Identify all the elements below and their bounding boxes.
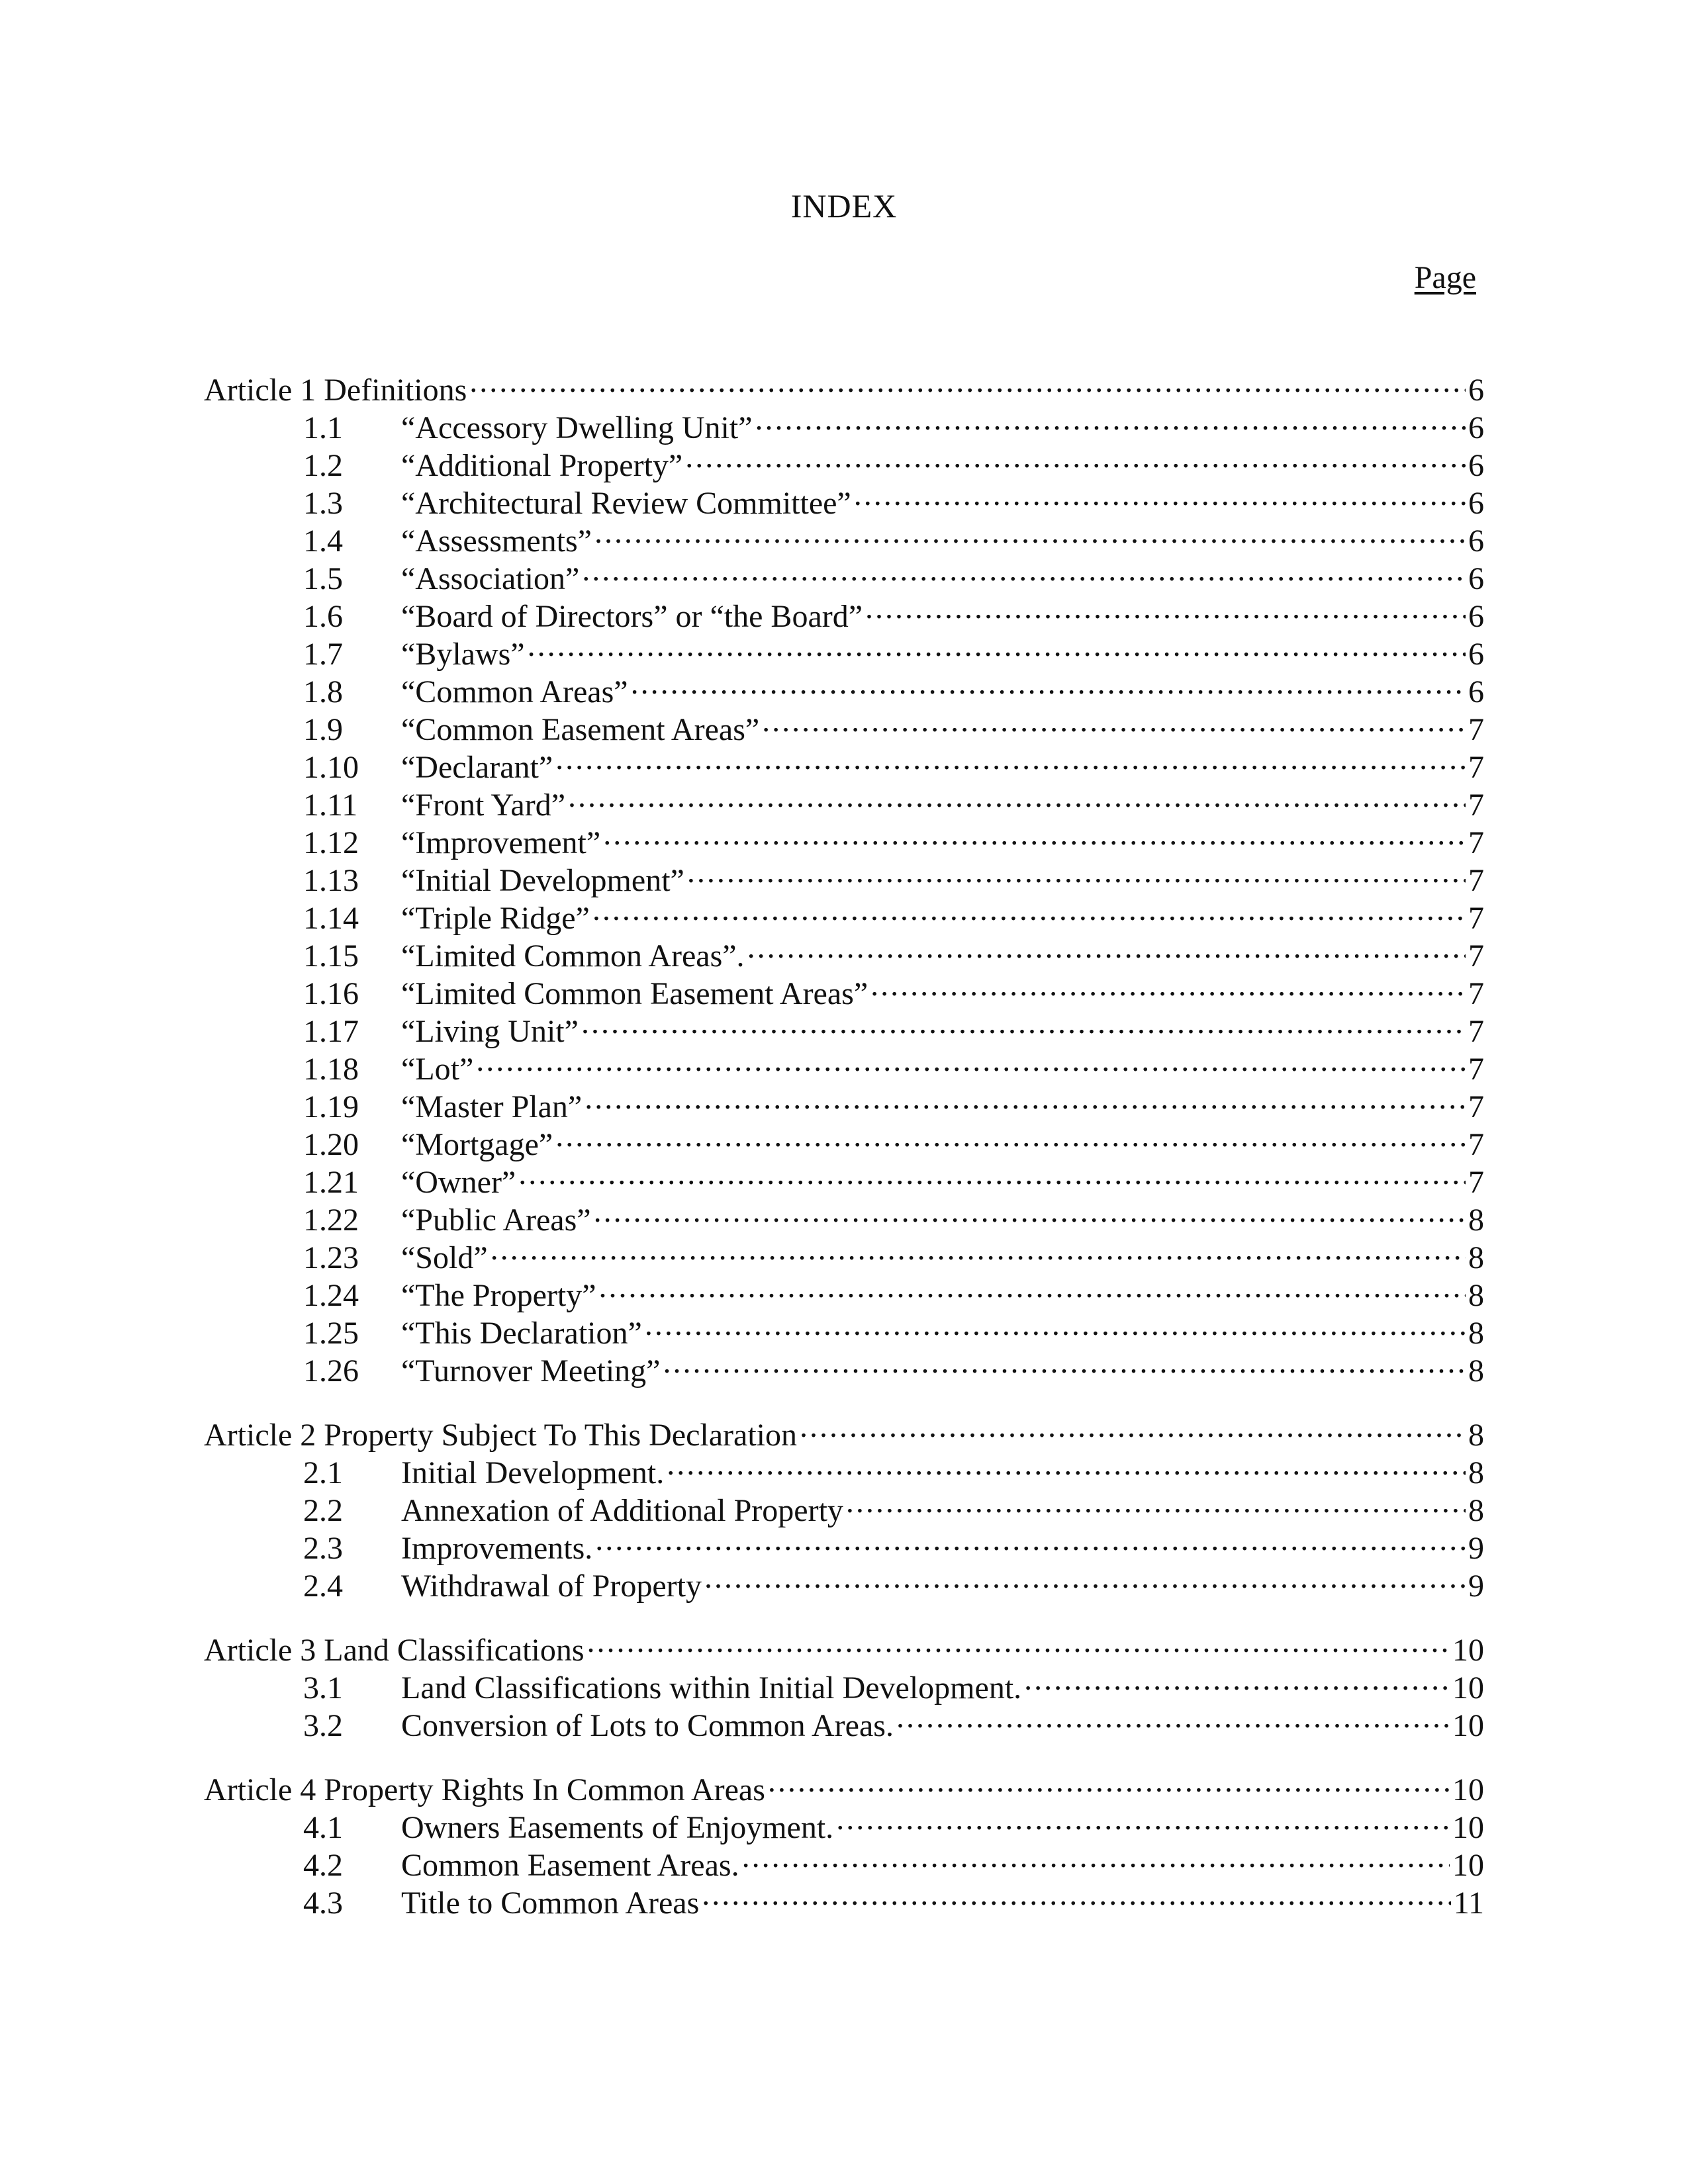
toc-entry-title: “Public Areas” — [401, 1203, 591, 1238]
toc-entry-title: Owners Easements of Enjoyment. — [401, 1810, 834, 1845]
toc-entry-title: “Declarant” — [401, 750, 553, 785]
toc-page-number: 6 — [1468, 486, 1484, 521]
dot-leader — [836, 1800, 1450, 1838]
toc-entry-title: “Turnover Meeting” — [401, 1353, 661, 1388]
toc-entry-number: 1.26 — [303, 1353, 359, 1388]
toc-entry-title: Title to Common Areas — [401, 1886, 700, 1921]
dot-leader — [594, 514, 1466, 551]
dot-leader — [555, 740, 1466, 778]
toc-entry-number: 4.2 — [303, 1848, 343, 1883]
toc-page-number: 10 — [1452, 1772, 1484, 1807]
dot-leader — [854, 476, 1466, 514]
toc-page-number: 6 — [1468, 599, 1484, 634]
toc-entry-number: 2.2 — [303, 1493, 343, 1528]
dot-leader — [581, 1004, 1466, 1042]
dot-leader — [599, 1268, 1466, 1306]
toc-page-number: 10 — [1452, 1633, 1484, 1668]
toc-entry-number: 2.4 — [303, 1569, 343, 1604]
dot-leader — [762, 702, 1466, 740]
toc-entry-title: Annexation of Additional Property — [401, 1493, 843, 1528]
toc-page-number: 8 — [1468, 1455, 1484, 1490]
toc-entry-title: “Architectural Review Committee” — [401, 486, 851, 521]
toc-page-number: 8 — [1468, 1353, 1484, 1388]
toc-entry-number: 1.19 — [303, 1089, 359, 1124]
toc-entry-title: “Association” — [401, 561, 580, 596]
dot-leader — [469, 363, 1466, 400]
toc-article-title: Article 1 Definitions — [204, 373, 467, 408]
toc-entry-number: 1.18 — [303, 1052, 359, 1087]
toc-entry-number: 3.1 — [303, 1670, 343, 1706]
toc-page-number: 6 — [1468, 410, 1484, 445]
toc-page-number: 8 — [1468, 1278, 1484, 1313]
toc-entry-number: 1.20 — [303, 1127, 359, 1162]
toc-entry-title: “Common Areas” — [401, 674, 628, 709]
toc-page-number: 8 — [1468, 1316, 1484, 1351]
toc-entry-number: 1.3 — [303, 486, 343, 521]
toc-entry-title: Initial Development. — [401, 1455, 665, 1490]
toc-page-number: 6 — [1468, 561, 1484, 596]
toc-entry-number: 1.10 — [303, 750, 359, 785]
toc-page-number: 11 — [1453, 1886, 1484, 1921]
toc-page-number: 7 — [1468, 901, 1484, 936]
toc-page-number: 7 — [1468, 1052, 1484, 1087]
toc-page-number: 8 — [1468, 1203, 1484, 1238]
toc-entry-number: 1.7 — [303, 637, 343, 672]
page-column-label: Page — [1414, 260, 1476, 295]
toc-entry-title: “Living Unit” — [401, 1014, 579, 1049]
toc-entry-number: 1.2 — [303, 448, 343, 483]
toc-entry-number: 1.4 — [303, 523, 343, 559]
toc-page-number: 7 — [1468, 938, 1484, 974]
dot-leader — [645, 1306, 1466, 1343]
toc-page-number: 6 — [1468, 448, 1484, 483]
toc-entry-number: 1.23 — [303, 1240, 359, 1275]
toc-entry-title: “The Property” — [401, 1278, 596, 1313]
toc-entry-number: 1.25 — [303, 1316, 359, 1351]
toc-article-3 — [204, 1623, 1484, 1743]
dot-leader — [585, 1079, 1466, 1117]
dot-leader — [800, 1408, 1466, 1445]
toc-entry-title: “Common Easement Areas” — [401, 712, 760, 747]
dot-leader — [704, 1559, 1466, 1596]
toc-article-heading — [204, 1762, 1484, 1807]
toc-entry-title: “Board of Directors” or “the Board” — [401, 599, 863, 634]
toc-entry-number: 1.22 — [303, 1203, 359, 1238]
dot-leader — [603, 815, 1466, 853]
toc-page-number: 9 — [1468, 1531, 1484, 1566]
dot-leader — [476, 1042, 1466, 1079]
dot-leader — [687, 853, 1466, 891]
dot-leader — [663, 1343, 1466, 1381]
toc-entry-number: 1.17 — [303, 1014, 359, 1049]
toc-entry-number: 3.2 — [303, 1708, 343, 1743]
toc-article-title: Article 4 Property Rights In Common Areas — [204, 1772, 765, 1807]
dot-leader — [592, 891, 1466, 929]
toc-entry-number: 2.3 — [303, 1531, 343, 1566]
toc-entry-title: “Improvement” — [401, 825, 601, 860]
toc-article-heading — [204, 1623, 1484, 1668]
toc-entry-number: 4.1 — [303, 1810, 343, 1845]
toc-page-number: 6 — [1468, 637, 1484, 672]
dot-leader — [528, 627, 1466, 664]
dot-leader — [631, 664, 1466, 702]
toc-entry-number: 1.9 — [303, 712, 343, 747]
toc-entry-title: “Additional Property” — [401, 448, 683, 483]
toc-entry-title: “Limited Common Areas”. — [401, 938, 745, 974]
dot-leader — [742, 1838, 1450, 1876]
toc-article-title: Article 2 Property Subject To This Declaration — [204, 1418, 797, 1453]
toc-article-2 — [204, 1408, 1484, 1604]
toc-page-number: 7 — [1468, 1089, 1484, 1124]
page-title: INDEX — [790, 187, 898, 224]
toc-page-number: 6 — [1468, 373, 1484, 408]
toc-page-number: 6 — [1468, 523, 1484, 559]
toc-entry-title: “Assessments” — [401, 523, 592, 559]
toc-entry-title: “Accessory Dwelling Unit” — [401, 410, 753, 445]
toc-entry-title: “Lot” — [401, 1052, 474, 1087]
dot-leader — [896, 1698, 1450, 1736]
toc-entry-title: “Owner” — [401, 1165, 516, 1200]
toc-entry-title: “Sold” — [401, 1240, 488, 1275]
toc-article-heading — [204, 363, 1484, 408]
toc-article-4 — [204, 1762, 1484, 1921]
toc-entry-title: “Master Plan” — [401, 1089, 583, 1124]
toc-page-number: 7 — [1468, 1014, 1484, 1049]
toc-page-number: 9 — [1468, 1569, 1484, 1604]
toc-entry-title: “Bylaws” — [401, 637, 525, 672]
toc-entry-number: 4.3 — [303, 1886, 343, 1921]
toc-page-number: 8 — [1468, 1418, 1484, 1453]
toc-entry-number: 1.6 — [303, 599, 343, 634]
dot-leader — [865, 589, 1466, 627]
dot-leader — [685, 438, 1466, 476]
toc-entry-number: 2.1 — [303, 1455, 343, 1490]
dot-leader — [667, 1445, 1466, 1483]
toc-page-number: 7 — [1468, 712, 1484, 747]
toc-entry-title: Land Classifications within Initial Development. — [401, 1670, 1022, 1706]
dot-leader — [491, 1230, 1466, 1268]
toc-page-number: 8 — [1468, 1240, 1484, 1275]
dot-leader — [518, 1155, 1466, 1193]
toc-entry-number: 1.16 — [303, 976, 359, 1011]
dot-leader — [595, 1521, 1466, 1559]
toc-entry-title: Withdrawal of Property — [401, 1569, 702, 1604]
toc-page-number: 7 — [1468, 788, 1484, 823]
toc-page-number: 10 — [1452, 1670, 1484, 1706]
toc-page-number: 10 — [1452, 1708, 1484, 1743]
dot-leader — [747, 929, 1466, 966]
toc-page-number: 8 — [1468, 1493, 1484, 1528]
toc-entry-number: 1.5 — [303, 561, 343, 596]
dot-leader — [555, 1117, 1466, 1155]
toc-page-number: 6 — [1468, 674, 1484, 709]
toc-entry-number: 1.1 — [303, 410, 343, 445]
toc-entry-number: 1.15 — [303, 938, 359, 974]
toc-entry-number: 1.14 — [303, 901, 359, 936]
toc-page-number: 7 — [1468, 1127, 1484, 1162]
toc-article-heading — [204, 1408, 1484, 1453]
toc-entry-title: Conversion of Lots to Common Areas. — [401, 1708, 894, 1743]
toc-entry-title: “Limited Common Easement Areas” — [401, 976, 868, 1011]
toc-entry-number: 1.21 — [303, 1165, 359, 1200]
toc-page-number: 7 — [1468, 1165, 1484, 1200]
dot-leader — [594, 1193, 1466, 1230]
dot-leader — [846, 1483, 1466, 1521]
toc-page-number: 7 — [1468, 825, 1484, 860]
toc-entry-number: 1.13 — [303, 863, 359, 898]
toc-entry-title: “Mortgage” — [401, 1127, 553, 1162]
dot-leader — [582, 551, 1466, 589]
toc-entry-title: “Front Yard” — [401, 788, 565, 823]
toc-page-number: 7 — [1468, 863, 1484, 898]
dot-leader — [568, 778, 1466, 815]
toc-page-number: 10 — [1452, 1810, 1484, 1845]
toc-entry-title: “Triple Ridge” — [401, 901, 590, 936]
toc-entry-title: “This Declaration” — [401, 1316, 642, 1351]
toc-page-number: 10 — [1452, 1848, 1484, 1883]
toc-entry-number: 1.11 — [303, 788, 358, 823]
dot-leader — [702, 1876, 1451, 1913]
toc-article-1 — [204, 363, 1484, 1388]
dot-leader — [870, 966, 1466, 1004]
toc-article-title: Article 3 Land Classifications — [204, 1633, 585, 1668]
dot-leader — [587, 1623, 1450, 1661]
dot-leader — [755, 400, 1466, 438]
toc-entry-title: Improvements. — [401, 1531, 593, 1566]
dot-leader — [1024, 1661, 1450, 1698]
toc-entry-title: Common Easement Areas. — [401, 1848, 739, 1883]
toc-page-number: 7 — [1468, 976, 1484, 1011]
toc-entry-number: 1.12 — [303, 825, 359, 860]
dot-leader — [768, 1762, 1450, 1800]
toc-entry-title: “Initial Development” — [401, 863, 684, 898]
toc-entry-number: 1.8 — [303, 674, 343, 709]
table-of-contents — [204, 363, 1484, 1940]
toc-entry-number: 1.24 — [303, 1278, 359, 1313]
toc-page-number: 7 — [1468, 750, 1484, 785]
